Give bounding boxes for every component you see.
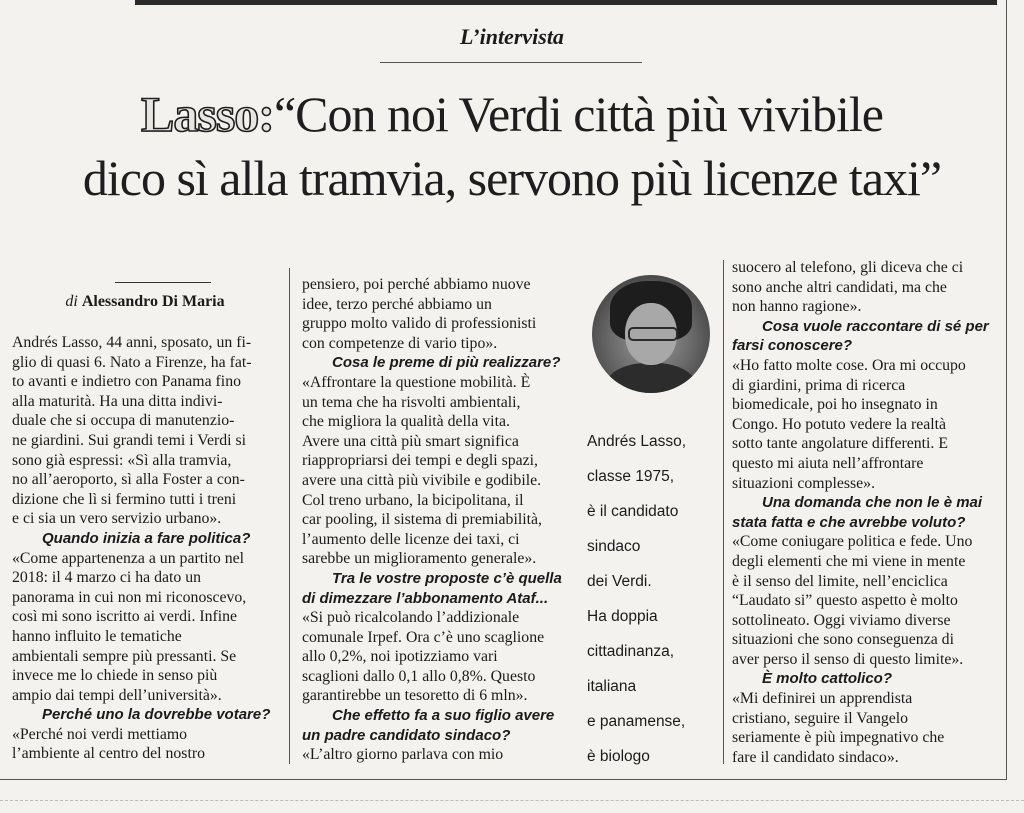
photo-glasses — [628, 327, 678, 341]
interview-question: stata fatta e che avrebbe voluto? — [732, 513, 966, 531]
kicker-rule — [380, 62, 642, 63]
caption-line: Andrés Lasso, — [587, 432, 687, 450]
text-line: fare il candidato sindaco». — [732, 748, 899, 766]
interview-question: Cosa vuole raccontare di sé per — [762, 317, 989, 335]
text-line: è il senso del limite, nell’enciclica — [732, 572, 948, 590]
text-line: Col treno urbano, la bicipolitana, il — [302, 491, 524, 509]
text-line: sotto tante angolature differenti. E — [732, 435, 948, 453]
text-line: glio di quasi 6. Nato a Firenze, ha fat- — [12, 353, 252, 371]
caption-line: sindaco — [587, 537, 641, 555]
text-line: l’aumento delle licenze dei taxi, ci — [302, 530, 520, 548]
interview-question: È molto cattolico? — [762, 670, 893, 688]
candidate-photo — [592, 275, 710, 393]
caption-line: è il candidato — [587, 502, 679, 520]
interview-question: Una domanda che non le è mai — [762, 494, 983, 512]
byline-prefix: di — [65, 293, 78, 310]
photo-caption — [587, 416, 717, 782]
interview-question: Tra le vostre proposte c’è quella — [332, 569, 562, 587]
text-line: allo 0,2%, noi ipotizziamo vari — [302, 648, 498, 666]
text-line: suocero al telefono, gli diceva che ci — [732, 259, 964, 276]
headline-line-2: dico sì alla tramvia, servono più licenze taxi” — [82, 150, 942, 206]
headline — [0, 82, 1024, 210]
text-line: hanno influito le tematiche — [12, 627, 182, 645]
text-line: «Si può ricalcolando l’addizionale — [302, 609, 520, 627]
text-line: scaglioni dallo 0,1 allo 0,8%. Questo — [302, 667, 536, 685]
text-line: l’ambiente al centro del nostro — [12, 745, 206, 763]
text-line: sono già espressi: «Sì alla tramvia, — [12, 451, 232, 469]
text-line: sono anche altri candidati, ma che — [732, 278, 947, 296]
photo-body — [606, 363, 696, 393]
frame-right-border — [1006, 0, 1007, 780]
text-line: così mi sono iscritto ai verdi. Infine — [12, 608, 238, 626]
text-line: «Affrontare la questione mobilità. È — [302, 373, 531, 391]
article-column-2 — [302, 275, 570, 765]
text-line: gruppo molto valido di professionisti — [302, 315, 537, 333]
text-line: ne giardini. Sui grandi temi i Verdi si — [12, 431, 246, 449]
interview-question: farsi conoscere? — [732, 337, 853, 355]
text-line: questo mi aiuta nell’affrontare — [732, 454, 924, 472]
text-line: idee, terzo perché abbiamo un — [302, 295, 492, 313]
text-line: 2018: il 4 marzo ci ha dato un — [12, 569, 202, 587]
column-divider-2 — [723, 260, 724, 764]
text-line: garantirebbe un tesoretto di 6 mln». — [302, 687, 528, 705]
text-line: seriamente è più impegnativo che — [732, 729, 945, 747]
text-line: Avere una città più smart significa — [302, 432, 519, 450]
interview-question: un padre candidato sindaco? — [302, 726, 511, 744]
text-line: sarebbe un miglioramento generale». — [302, 550, 537, 568]
text-line: car pooling, il sistema di premiabilità, — [302, 511, 542, 529]
text-line: «Come appartenenza a un partito nel — [12, 549, 245, 567]
text-line: cristiano, seguire il Vangelo — [732, 709, 909, 727]
byline — [0, 293, 290, 311]
section-kicker: L’intervista — [460, 24, 564, 49]
text-line: ampio dai tempi dell’università». — [12, 686, 222, 704]
text-line: riappropriarsi dei tempi e degli spazi, — [302, 452, 538, 470]
text-line: situazioni che sono conseguenza di — [732, 631, 954, 649]
text-line: dizione che lì si fermino tutti i treni — [12, 490, 237, 508]
text-line: un tema che ha risvolti ambientali, — [302, 393, 521, 411]
text-line: «Come coniugare politica e fede. Uno — [732, 533, 973, 551]
text-line: «Ho fatto molte cose. Ora mi occupo — [732, 356, 966, 374]
text-line: avere una città più vivibile e godibile. — [302, 471, 542, 489]
caption-line: dei Verdi. — [587, 572, 652, 590]
byline-author: Alessandro Di Maria — [81, 293, 225, 310]
text-line: «Mi definirei un apprendista — [732, 690, 913, 708]
text-line: pensiero, poi perché abbiamo nuove — [302, 276, 531, 293]
text-line: no all’aeroporto, sì alla Foster a con- — [12, 471, 245, 489]
article-column-1 — [12, 333, 280, 764]
text-line: «L’altro giorno parlava con mio — [302, 746, 504, 764]
text-line: ambientali sempre più pressanti. Se — [12, 647, 237, 665]
text-line: panorama in cui non mi riconoscevo, — [12, 588, 247, 606]
text-line: Congo. Ho potuto vedere la realtà — [732, 415, 947, 433]
text-line: situazioni complesse». — [732, 474, 876, 492]
caption-line: classe 1975, — [587, 467, 675, 485]
text-line: di giardini, prima di ricerca — [732, 376, 906, 394]
text-line: comunale Irpef. Ora c’è uno scaglione — [302, 628, 545, 646]
text-line: alla maturità. Ha una ditta indivi- — [12, 392, 223, 410]
headline-quote-1: “Con noi Verdi città più vivibile — [273, 86, 883, 142]
text-line: “Laudato si” questo aspetto è molto — [732, 592, 958, 610]
byline-rule — [115, 282, 211, 283]
text-line: to avanti e indietro con Panama fino — [12, 373, 241, 391]
caption-line: e panamense, — [587, 713, 686, 731]
text-line: non hanno ragione». — [732, 298, 862, 316]
column-divider-1 — [289, 268, 290, 764]
interview-question: Quando inizia a fare politica? — [42, 529, 251, 547]
text-line: che migliora la qualità della vita. — [302, 413, 510, 431]
interview-question: Che effetto fa a suo figlio avere — [332, 707, 555, 725]
caption-line: è biologo — [587, 748, 650, 766]
frame-bottom-border — [0, 779, 1007, 780]
text-line: degli elementi che mi viene in mente — [732, 552, 966, 570]
text-line: invece me lo chiede in senso più — [12, 667, 218, 685]
caption-line: italiana — [587, 678, 637, 696]
caption-line: cittadinanza, — [587, 643, 675, 661]
article-column-4 — [732, 258, 994, 767]
page-edge — [0, 800, 1024, 802]
interview-question: di dimezzare l’abbonamento Ataf... — [302, 589, 549, 607]
text-line: «Perché noi verdi mettiamo — [12, 725, 188, 743]
headline-line-1 — [0, 82, 1024, 146]
caption-line: Ha doppia — [587, 607, 658, 625]
interview-question: Cosa le preme di più realizzare? — [332, 354, 561, 372]
text-line: sottolineato. Oggi viviamo diverse — [732, 611, 951, 629]
text-line: biomedicale, poi ho insegnato in — [732, 396, 938, 414]
text-line: aver perso il senso di questo limite». — [732, 650, 964, 668]
top-photo-strip — [135, 0, 997, 5]
headline-name: Lasso: — [141, 86, 274, 142]
text-line: duale che si occupa di manutenzio- — [12, 412, 235, 430]
interview-question: Perché uno la dovrebbe votare? — [42, 706, 271, 724]
text-line: Andrés Lasso, 44 anni, sposato, un fi- — [12, 334, 252, 351]
text-line: e ci sia un vero servizio urbano». — [12, 510, 222, 528]
text-line: con competenze di vario tipo». — [302, 334, 498, 352]
